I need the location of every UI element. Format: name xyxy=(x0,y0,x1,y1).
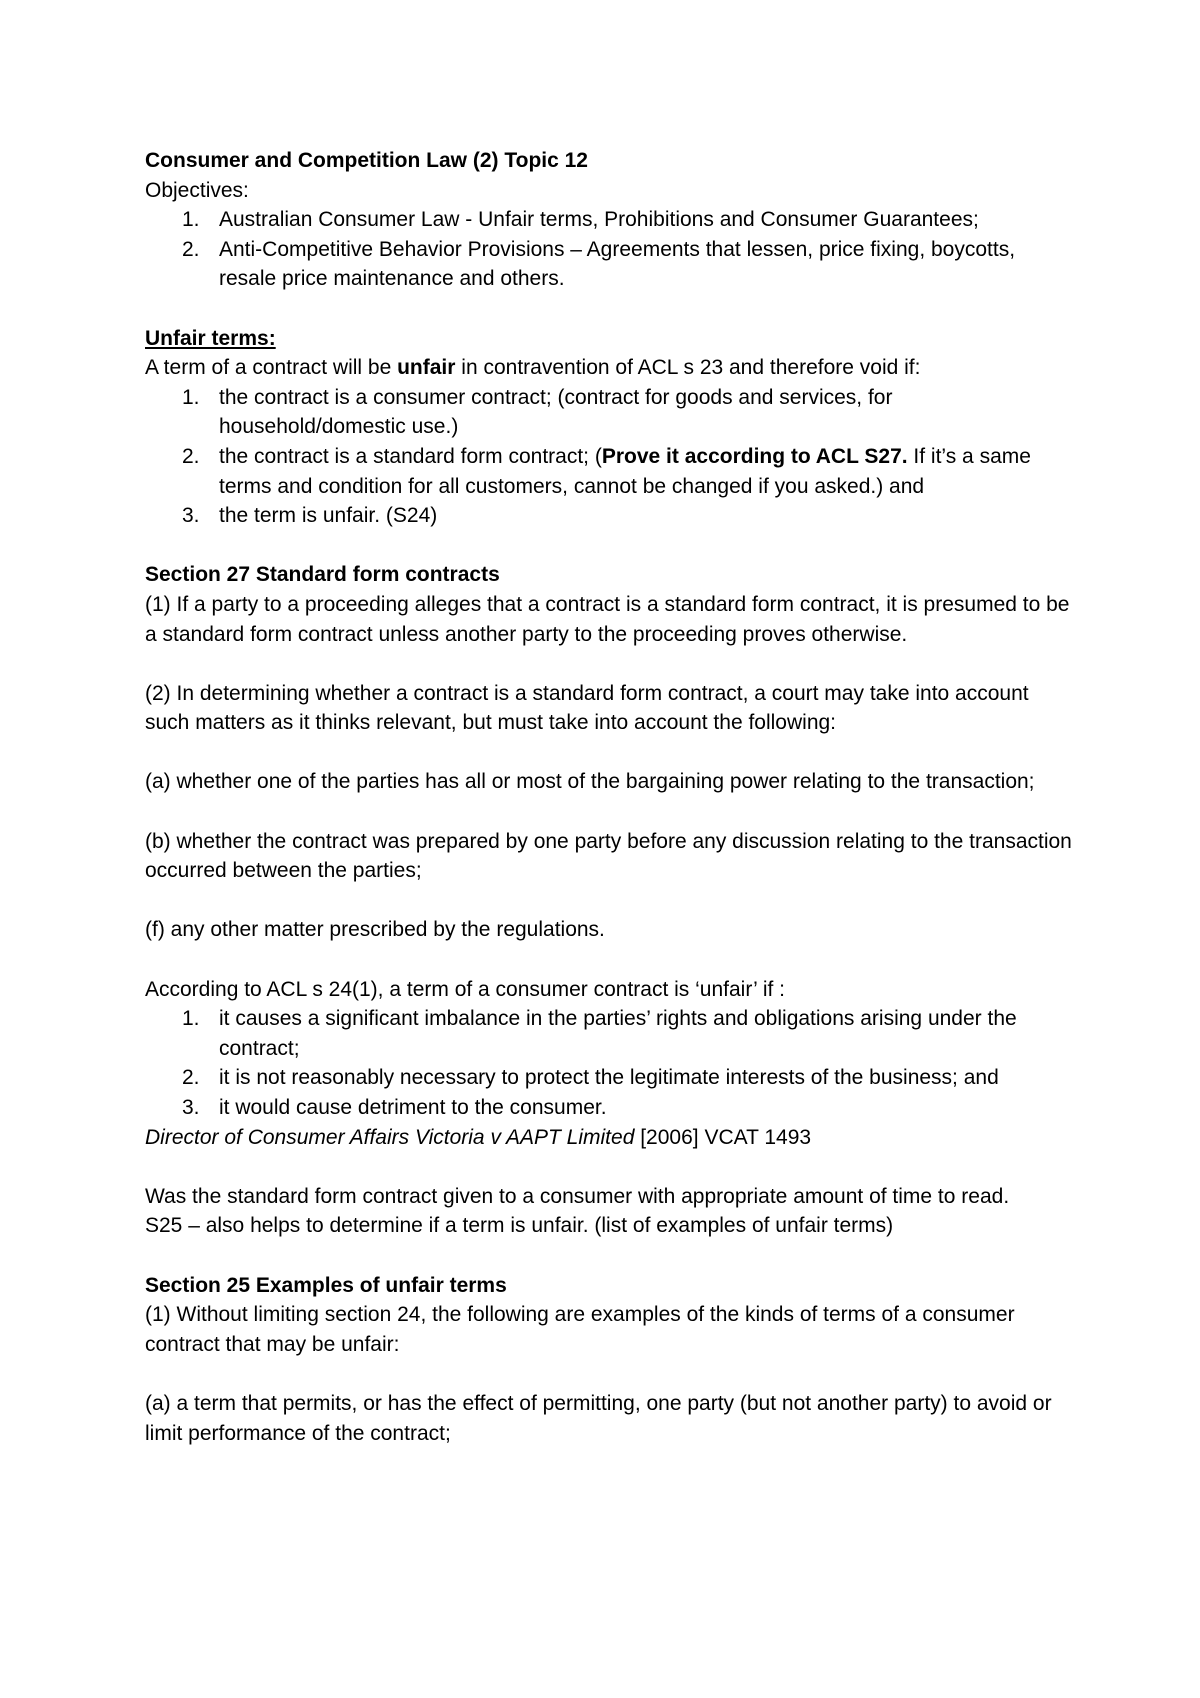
unfair-terms-list xyxy=(145,383,1075,531)
s24-intro: According to ACL s 24(1), a term of a consumer contract is ‘unfair’ if : xyxy=(145,977,785,1001)
section27-paragraph-a: (a) whether one of the parties has all or most of the bargaining power relating to the transaction; xyxy=(145,770,1035,794)
section27-paragraph-1: (1) If a party to a proceeding alleges that a contract is a standard form contract, it is presumed to be a standard form contract unless another party to the proceeding proves otherwise. xyxy=(145,592,1070,646)
document-title: Consumer and Competition Law (2) Topic 12 xyxy=(145,149,588,172)
section25-paragraph-a: (a) a term that permits, or has the effect of permitting, one party (but not another party) to avoid or limit performance of the contract; xyxy=(145,1391,1052,1445)
list-item-text-pre: the contract is a standard form contract; ( xyxy=(219,444,602,468)
list-item-text: it is not reasonably necessary to protect the legitimate interests of the business; and xyxy=(219,1066,999,1090)
list-item xyxy=(145,205,1075,235)
list-item-text: Australian Consumer Law - Unfair terms, Prohibitions and Consumer Guarantees; xyxy=(219,208,979,232)
spacer xyxy=(145,1359,1075,1389)
list-number: 2. xyxy=(182,237,200,261)
list-number: 1. xyxy=(182,208,200,232)
list-item-text: the contract is a consumer contract; (contract for goods and services, for household/domestic use.) xyxy=(219,385,893,439)
case-citation xyxy=(145,1123,1075,1153)
list-item-text: Anti-Competitive Behavior Provisions – Agreements that lessen, price fixing, boycotts, resale price maintenance and others. xyxy=(219,237,1016,291)
spacer xyxy=(145,797,1075,827)
list-item xyxy=(145,442,1075,501)
question-paragraph: Was the standard form contract given to a consumer with appropriate amount of time to read. xyxy=(145,1184,1010,1208)
spacer xyxy=(145,294,1075,324)
list-number: 1. xyxy=(182,385,200,409)
spacer xyxy=(145,886,1075,916)
section27-paragraph-f: (f) any other matter prescribed by the regulations. xyxy=(145,918,605,942)
section27-heading: Section 27 Standard form contracts xyxy=(145,563,500,587)
list-number: 3. xyxy=(182,1096,200,1119)
list-item-text: it would cause detriment to the consumer. xyxy=(219,1096,607,1119)
list-number: 2. xyxy=(182,444,200,468)
case-reference: [2006] VCAT 1493 xyxy=(634,1125,812,1149)
intro-text-post: in contravention of ACL s 23 and therefore void if: xyxy=(455,356,921,380)
section27-paragraph-b: (b) whether the contract was prepared by one party before any discussion relating to the transaction occurred between the parties; xyxy=(145,829,1072,883)
spacer xyxy=(145,1152,1075,1182)
unfair-terms-intro xyxy=(145,353,1075,383)
objectives-label: Objectives: xyxy=(145,178,249,202)
objectives-list xyxy=(145,205,1075,294)
spacer xyxy=(145,1241,1075,1271)
list-item xyxy=(145,383,1075,442)
list-item xyxy=(145,1004,1075,1063)
list-item xyxy=(145,1063,1075,1093)
list-item-text: the term is unfair. (S24) xyxy=(219,504,438,528)
unfair-terms-heading: Unfair terms: xyxy=(145,326,276,350)
list-item xyxy=(145,501,1075,531)
list-item-text: it causes a significant imbalance in the parties’ rights and obligations arising under the contract; xyxy=(219,1007,1017,1060)
list-item-text-post: If it’s a same terms and condition for all customers, cannot be changed if you asked.) and xyxy=(219,444,1031,498)
intro-text-bold: unfair xyxy=(397,356,456,380)
intro-text-pre: A term of a contract will be xyxy=(145,356,398,380)
s25-note: S25 – also helps to determine if a term is unfair. (list of examples of unfair terms) xyxy=(145,1214,894,1238)
list-number: 2. xyxy=(182,1066,200,1090)
section25-paragraph-1: (1) Without limiting section 24, the following are examples of the kinds of terms of a consumer contract that may be unfair: xyxy=(145,1303,1015,1356)
s24-list xyxy=(145,1004,1075,1122)
section25-heading: Section 25 Examples of unfair terms xyxy=(145,1273,507,1297)
list-item-text-bold: Prove it according to ACL S27. xyxy=(601,444,908,468)
list-number: 1. xyxy=(182,1007,200,1031)
section27-paragraph-2: (2) In determining whether a contract is a standard form contract, a court may take into account such matters as it thinks relevant, but must take into account the following: xyxy=(145,681,1029,735)
document-page xyxy=(145,146,1075,1448)
list-item xyxy=(145,1093,1075,1123)
spacer xyxy=(145,945,1075,975)
spacer xyxy=(145,649,1075,679)
spacer xyxy=(145,531,1075,561)
list-number: 3. xyxy=(182,504,200,528)
case-name: Director of Consumer Affairs Victoria v AAPT Limited xyxy=(145,1125,635,1149)
spacer xyxy=(145,738,1075,768)
list-item xyxy=(145,235,1075,294)
